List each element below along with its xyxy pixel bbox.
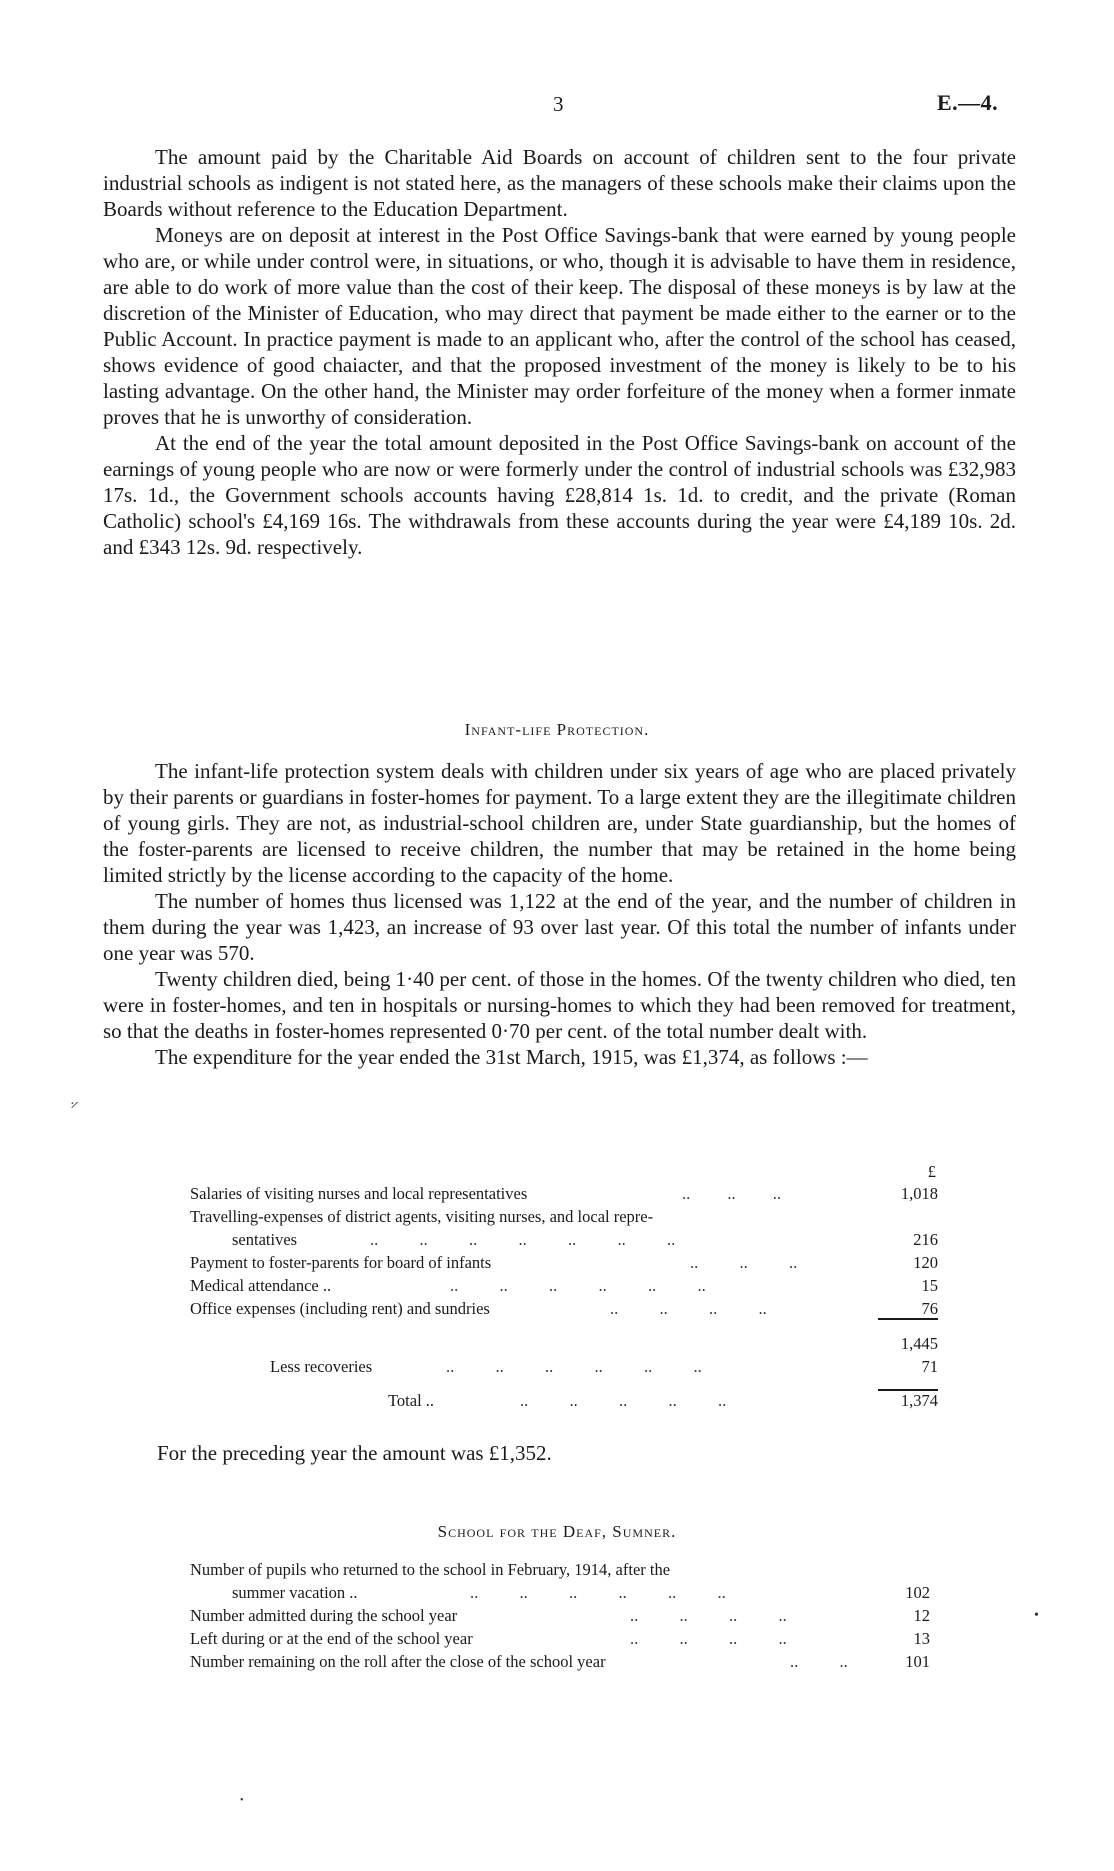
total-label: Total .. [388,1391,435,1410]
expenditure-intro: The expenditure for the year ended the 31st March, 1915, was £1,374, as follows :— [155,1045,868,1069]
row-label: Travelling-expenses of district agents, visiting nurses, and local repre- [190,1207,654,1226]
margin-mark: ·̷ [70,1097,75,1112]
paragraph: The number of homes thus licensed was 1,122 at the end of the year, and the number of children in them during the year was 1,423, an increase of 93 over last year. Of this total the number of infants under one year was 570. [103,889,1016,965]
leader-dots: .. .. .. .. [630,1606,787,1625]
currency-symbol: £ [927,1162,936,1181]
section-heading-infant-life: Infant-life Protection. [464,720,650,739]
total-value: 1,374 [900,1391,938,1410]
page-number: 3 [553,92,564,116]
leader-dots: .. .. .. .. .. .. [450,1276,706,1295]
row-value: 102 [905,1583,930,1602]
leader-dots: .. .. .. .. [610,1299,767,1318]
table-row [190,1558,938,1581]
row-label: Number admitted during the school year [190,1606,458,1625]
leader-dots: .. .. .. .. .. .. [470,1583,726,1602]
top-text-block [103,144,1016,560]
table-row [190,1581,938,1604]
row-value: 101 [905,1652,930,1671]
less-recoveries-value: 71 [921,1357,938,1376]
leader-dots: .. .. .. .. .. [520,1391,727,1410]
table-row [190,1627,938,1650]
row-label: Left during or at the end of the school year [190,1629,473,1648]
table-row [190,1650,938,1673]
section-heading-deaf-school: School for the Deaf, Sumner. [437,1522,677,1541]
preceding-year-note: For the preceding year the amount was £1,352. [157,1441,552,1465]
row-label: Payment to foster-parents for board of infants [190,1253,492,1272]
table-row [190,1297,938,1320]
infant-text-block [103,758,1016,1070]
leader-dots: .. .. [790,1652,848,1671]
document-reference: E.—4. [937,90,999,115]
subtotal-value: 1,445 [900,1334,938,1353]
paragraph: Twenty children died, being 1·40 per cent. of those in the homes. Of the twenty children who died, ten were in foster-homes, and ten in hospitals or nursing-homes to which they had been removed for treatment, so that the deaths in foster-homes represented 0·70 per cent. of the total number dealt with. [103,967,1016,1043]
row-label: Medical attendance .. [190,1276,332,1295]
table-row [190,1228,938,1251]
row-value: 1,018 [900,1184,938,1203]
deaf-school-table [190,1558,938,1673]
row-label: Number remaining on the roll after the close of the school year [190,1652,606,1671]
table-row [190,1332,938,1355]
margin-mark: • [1034,1608,1039,1623]
table-row [190,1355,938,1378]
row-value: 76 [921,1299,938,1318]
table-row [190,1389,938,1412]
row-label-continued: summer vacation .. [232,1583,358,1602]
row-label-continued: sentatives [232,1230,298,1249]
table-row [190,1604,938,1627]
leader-dots: .. .. .. .. .. .. .. [370,1230,676,1249]
paragraph: The infant-life protection system deals with children under six years of age who are placed privately by their parents or guardians in foster-homes for payment. To a large extent they are the illegitimate children of young girls. They are not, as industrial-school children are, under State guardianship, but the homes of the foster-parents are licensed to receive children, the number that may be retained in the home being limited strictly by the license according to the capacity of the home. [103,759,1016,887]
row-value: 120 [913,1253,938,1272]
subtotal-rule [878,1318,938,1320]
expenditure-table [190,1160,938,1412]
row-label: Number of pupils who returned to the school in February, 1914, after the [190,1560,671,1579]
row-label: Office expenses (including rent) and sundries [190,1299,490,1318]
table-row [190,1182,938,1205]
leader-dots: .. .. .. [682,1184,781,1203]
leader-dots: .. .. .. .. .. .. [446,1357,702,1376]
margin-mark: • [240,1795,244,1806]
table-row [190,1205,938,1228]
paragraph: At the end of the year the total amount deposited in the Post Office Savings-bank on account of the earnings of young people who are now or were formerly under the control of industrial schools was £32,983 17s. 1d., the Government schools accounts having £28,814 1s. 1d. to credit, and the private (Roman Catholic) school's £4,169 16s. The withdrawals from these accounts during the year were £4,189 10s. 2d. and £343 12s. 9d. respectively. [103,431,1016,559]
row-label: Salaries of visiting nurses and local representatives [190,1184,528,1203]
paragraph: The amount paid by the Charitable Aid Boards on account of children sent to the four private industrial schools as indigent is not stated here, as the managers of these schools make their claims upon the Boards without reference to the Education Department. [103,145,1016,221]
leader-dots: .. .. .. [690,1253,798,1272]
row-value: 15 [921,1276,938,1295]
row-value: 13 [913,1629,930,1648]
row-value: 12 [913,1606,930,1625]
row-value: 216 [913,1230,938,1249]
less-recoveries-label: Less recoveries [270,1357,373,1376]
table-row [190,1251,938,1274]
leader-dots: .. .. .. .. [630,1629,787,1648]
table-row [190,1274,938,1297]
paragraph: Moneys are on deposit at interest in the Post Office Savings-bank that were earned by young people who are, or while under control were, in situations, or who, though it is advisable to have them in residence, are able to do work of more value than the cost of their keep. The disposal of these moneys is by law at the discretion of the Minister of Education, who may direct that payment be made either to the earner or to the Public Account. In practice payment is made to an applicant who, after the control of the school has ceased, shows evidence of good chaiacter, and that the proposed investment of the money is likely to be to his lasting advantage. On the other hand, the Minister may order forfeiture of the money when a former inmate proves that he is unworthy of consideration. [103,223,1016,429]
